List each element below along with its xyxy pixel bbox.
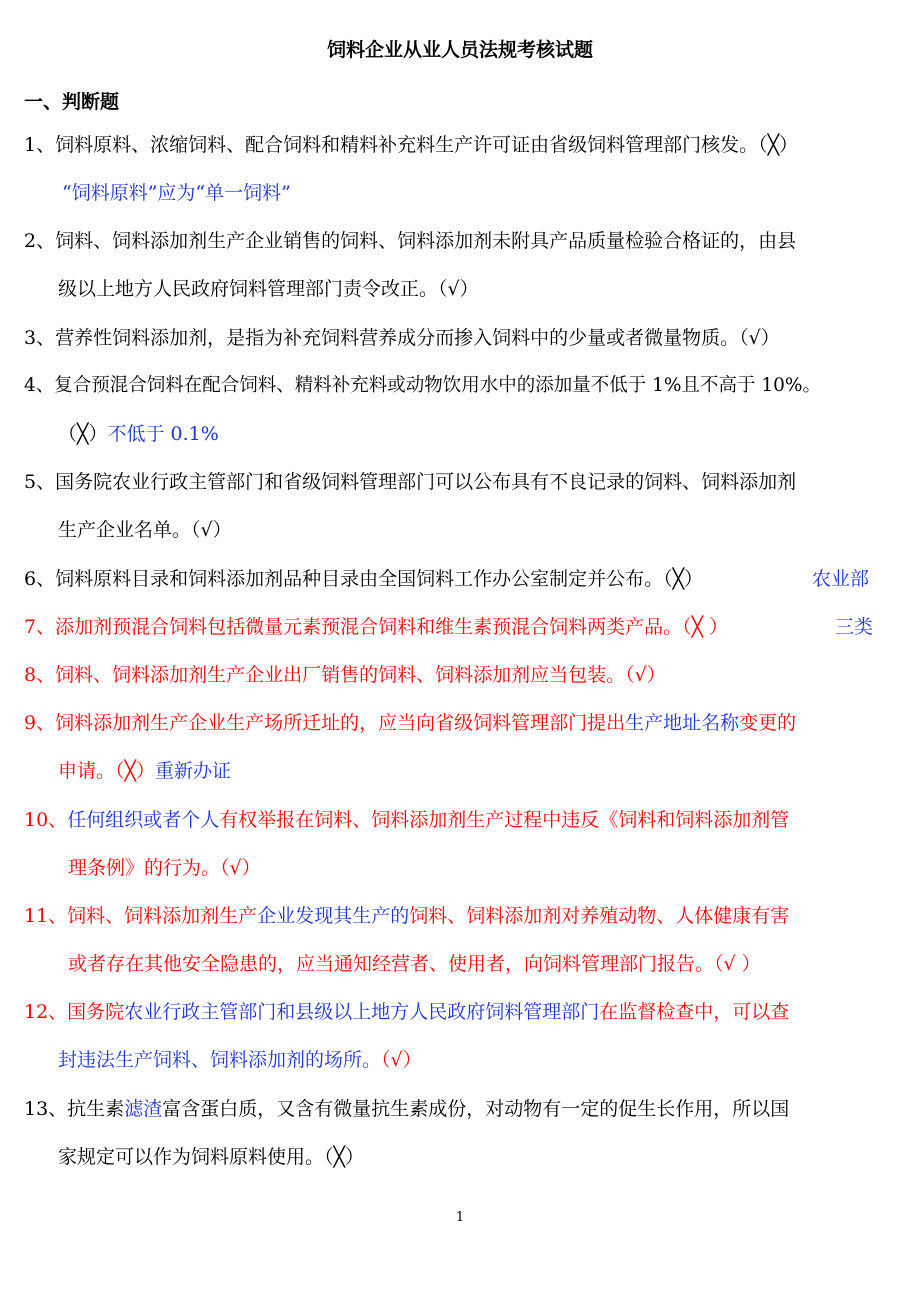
question-12-part2: 农业行政主管部门和县级以上地方人民政府饲料管理部门 (124, 1001, 600, 1023)
question-8: 8、饲料、饲料添加剂生产企业出厂销售的饲料、饲料添加剂应当包装。（√） (24, 664, 666, 686)
question-2-cont: 级以上地方人民政府饲料管理部门责令改正。（√） (58, 278, 479, 300)
question-10 (24, 808, 789, 832)
question-12-cont-text: 封违法生产饲料、饲料添加剂的场所。 (58, 1049, 382, 1071)
question-12-cont (58, 1048, 422, 1072)
question-12 (24, 1000, 789, 1024)
question-13 (24, 1097, 789, 1121)
question-11-cont: 或者存在其他安全隐患的，应当通知经营者、使用者，向饲料管理部门报告。（√ ） (68, 953, 761, 975)
question-13-part2: 滤渣 (124, 1098, 163, 1120)
question-9-note: 重新办证 (154, 760, 231, 782)
question-4-answer: （╳） (58, 423, 108, 445)
question-11-part2: 企业发现其生产的 (257, 905, 410, 927)
question-9-answer: 申请。（╳） (58, 760, 155, 782)
question-3: 3、营养性饲料添加剂，是指为补充饲料营养成分而掺入饲料中的少量或者微量物质。（√） (24, 327, 780, 349)
question-9-part3: 变更的 (739, 712, 797, 734)
question-10-part3: 有权举报在饲料、饲料添加剂生产过程中违反《饲料和饲料添加剂管 (219, 809, 790, 831)
question-9-cont (58, 759, 231, 783)
question-1: 1、饲料原料、浓缩饲料、配合饲料和精料补充料生产许可证由省级饲料管理部门核发。（╳） (24, 134, 799, 156)
question-12-answer: （√） (381, 1049, 422, 1071)
question-9 (24, 711, 796, 735)
question-5-cont: 生产企业名单。（√） (58, 519, 232, 541)
question-4-cont (58, 422, 219, 446)
section-heading: 一、判断题 (24, 91, 120, 113)
question-5: 5、国务院农业行政主管部门和省级饲料管理部门可以公布具有不良记录的饲料、饲料添加剂 (24, 471, 797, 493)
question-9-part2: 生产地址名称 (625, 712, 740, 734)
question-2: 2、饲料、饲料添加剂生产企业销售的饲料、饲料添加剂未附具产品质量检验合格证的，由县 (24, 230, 797, 252)
question-10-cont: 理条例》的行为。（√） (68, 857, 261, 879)
question-10-part1: 10、 (24, 809, 68, 831)
question-13-part3: 富含蛋白质，又含有微量抗生素成份，对动物有一定的促生长作用，所以国 (162, 1098, 790, 1120)
question-13-part1: 13、抗生素 (24, 1098, 125, 1120)
question-7: 7、添加剂预混合饲料包括微量元素预混合饲料和维生素预混合饲料两类产品。（╳ ） (24, 616, 729, 638)
question-4-note: 不低于 0.1% (107, 423, 219, 445)
question-9-part1: 9、饲料添加剂生产企业生产场所迁址的，应当向省级饲料管理部门提出 (24, 712, 626, 734)
document-title: 饲料企业从业人员法规考核试题 (326, 39, 593, 61)
question-7-note: 三类 (835, 616, 874, 638)
question-11-part3: 饲料、饲料添加剂对养殖动物、人体健康有害 (409, 905, 790, 927)
question-6: 6、饲料原料目录和饲料添加剂品种目录由全国饲料工作办公室制定并公布。（╳） (24, 568, 704, 590)
question-10-part2: 任何组织或者个人 (67, 809, 220, 831)
question-4: 4、复合预混合饲料在配合饲料、精料补充料或动物饮用水中的添加量不低于 1%且不高于 10%。 (24, 375, 822, 396)
page-number: 1 (455, 1210, 465, 1225)
question-12-part1: 12、国务院 (24, 1001, 125, 1023)
question-13-cont: 家规定可以作为饲料原料使用。（╳） (58, 1146, 364, 1168)
question-12-part3: 在监督检查中，可以查 (599, 1001, 790, 1023)
question-1-note: “饲料原料”应为“单一饲料” (62, 182, 291, 204)
question-11 (24, 904, 789, 928)
question-6-note: 农业部 (812, 568, 870, 590)
question-11-part1: 11、饲料、饲料添加剂生产 (24, 905, 258, 927)
